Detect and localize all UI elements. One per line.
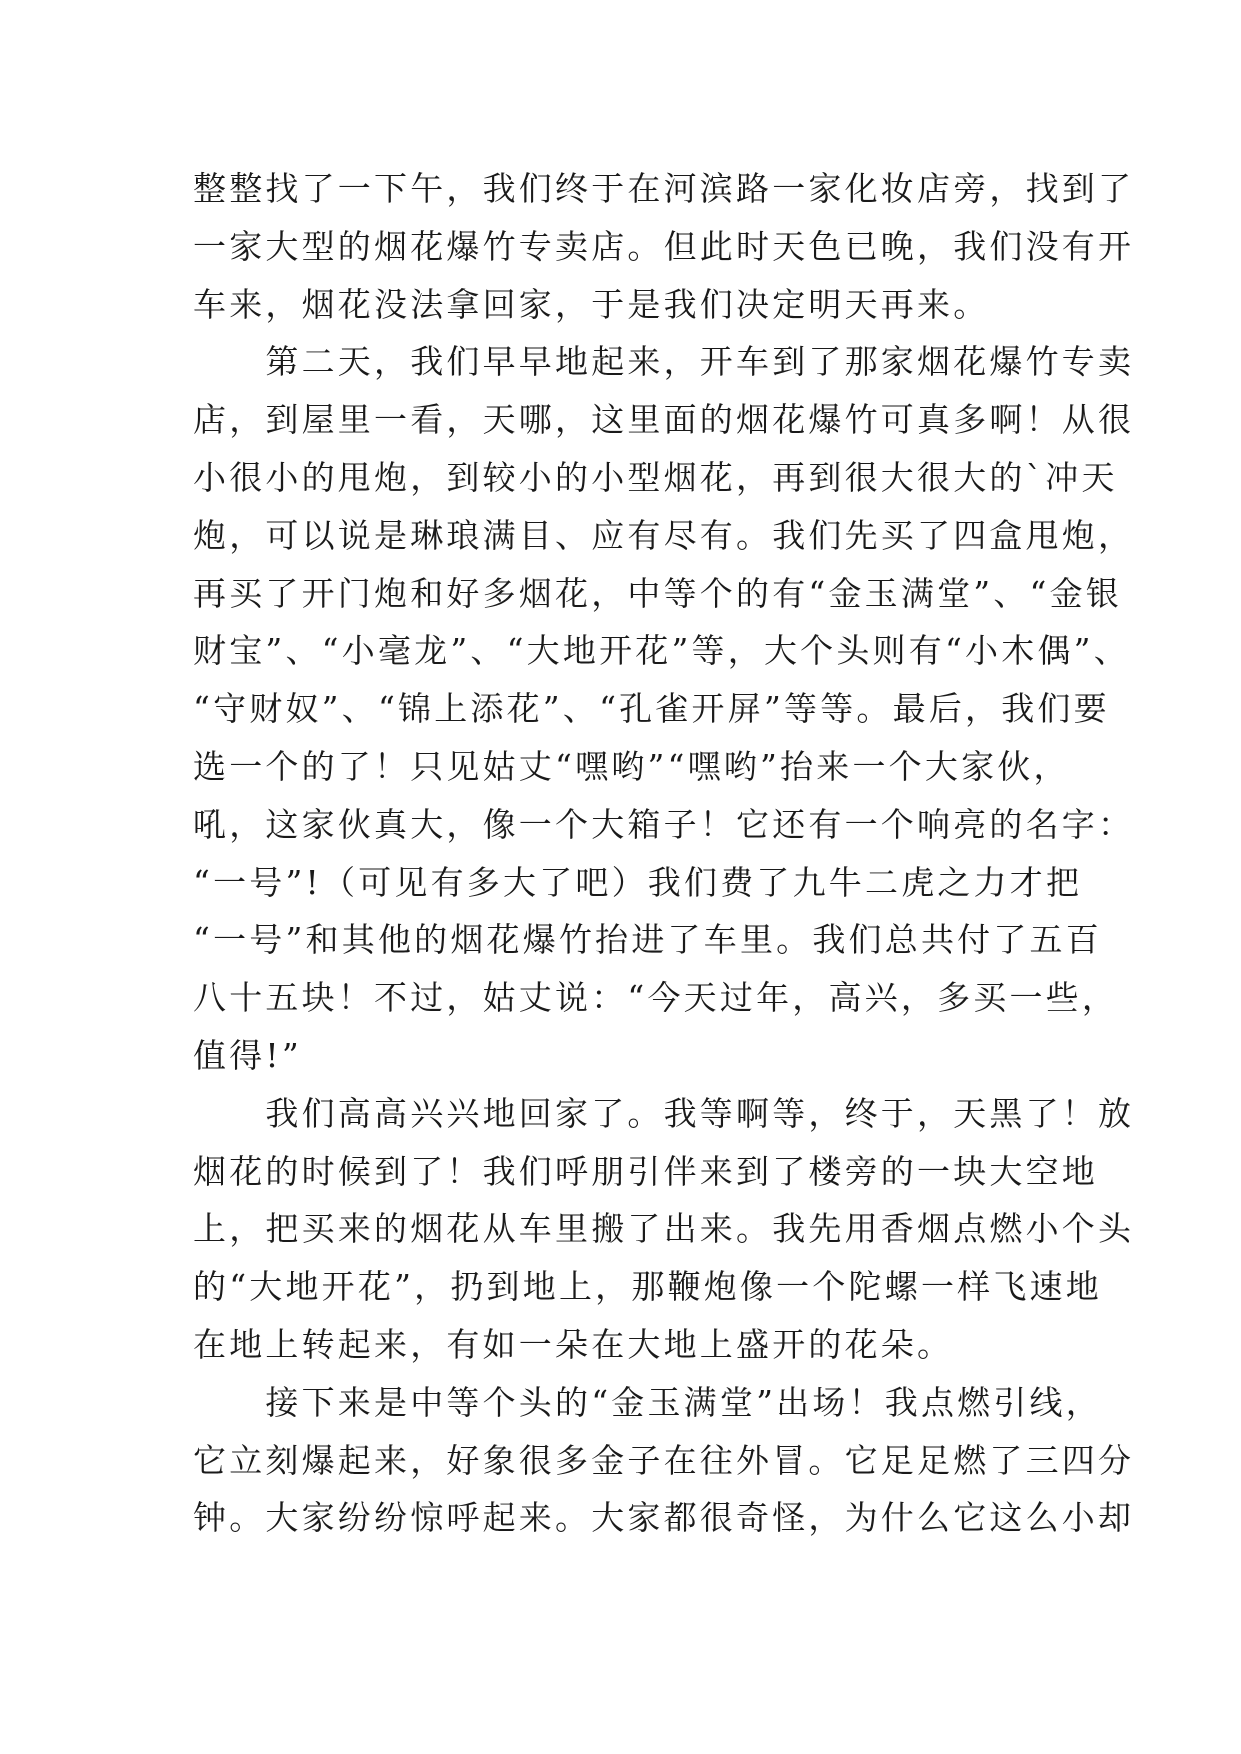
- text-line: “一号”和其他的烟花爆竹抬进了车里。我们总共付了五百: [193, 920, 1102, 960]
- text-line: 它立刻爆起来，好象很多金子在往外冒。它足足燃了三四分: [193, 1440, 1135, 1480]
- text-line: 在地上转起来，有如一朵在大地上盛开的花朵。: [193, 1324, 954, 1364]
- text-line: “一号”!（可见有多大了吧）我们费了九牛二虎之力才把: [193, 862, 1083, 902]
- text-line: 上，把买来的烟花从车里搬了出来。我先用香烟点燃小个头: [193, 1209, 1135, 1249]
- text-line: 钟。大家纷纷惊呼起来。大家都很奇怪，为什么它这么小却: [193, 1498, 1135, 1538]
- text-line: 接下来是中等个头的“金玉满堂”出场！我点燃引线，: [193, 1382, 1102, 1422]
- body-text: [193, 160, 1135, 1547]
- text-line: 炮，可以说是琳琅满目、应有尽有。我们先买了四盒甩炮，: [193, 515, 1135, 555]
- text-line: 烟花的时候到了！我们呼朋引伴来到了楼旁的一块大空地: [193, 1151, 1098, 1191]
- text-line: 我们高高兴兴地回家了。我等啊等，终于，天黑了！放: [193, 1093, 1135, 1133]
- text-line: 第二天，我们早早地起来，开车到了那家烟花爆竹专卖: [193, 342, 1135, 382]
- text-line: 的“大地开花”，扔到地上，那鞭炮像一个陀螺一样飞速地: [193, 1267, 1102, 1307]
- text-line: “守财奴”、“锦上添花”、“孔雀开屏”等等。最后，我们要: [193, 689, 1110, 729]
- text-line: 一家大型的烟花爆竹专卖店。但此时天色已晚，我们没有开: [193, 226, 1135, 266]
- text-line: 再买了开门炮和好多烟花，中等个的有“金玉满堂”、“金银: [193, 573, 1123, 613]
- text-line: 财宝”、“小毫龙”、“大地开花”等，大个头则有“小木偶”、: [193, 631, 1130, 671]
- text-line: 值得!”: [193, 1035, 302, 1075]
- text-line: 八十五块！不过，姑丈说：“今天过年，高兴，多买一些，: [193, 978, 1119, 1018]
- text-line: 小很小的甩炮，到较小的小型烟花，再到很大很大的`冲天: [193, 457, 1118, 497]
- text-line: 店，到屋里一看，天哪，这里面的烟花爆竹可真多啊！从很: [193, 400, 1135, 440]
- text-line: 选一个的了！只见姑丈“嘿哟”“嘿哟”抬来一个大家伙，: [193, 746, 1070, 786]
- text-line: 车来，烟花没法拿回家，于是我们决定明天再来。: [193, 284, 990, 324]
- text-line: 整整找了一下午，我们终于在河滨路一家化妆店旁，找到了: [193, 169, 1135, 208]
- text-line: 吼，这家伙真大，像一个大箱子！它还有一个响亮的名字：: [193, 804, 1135, 844]
